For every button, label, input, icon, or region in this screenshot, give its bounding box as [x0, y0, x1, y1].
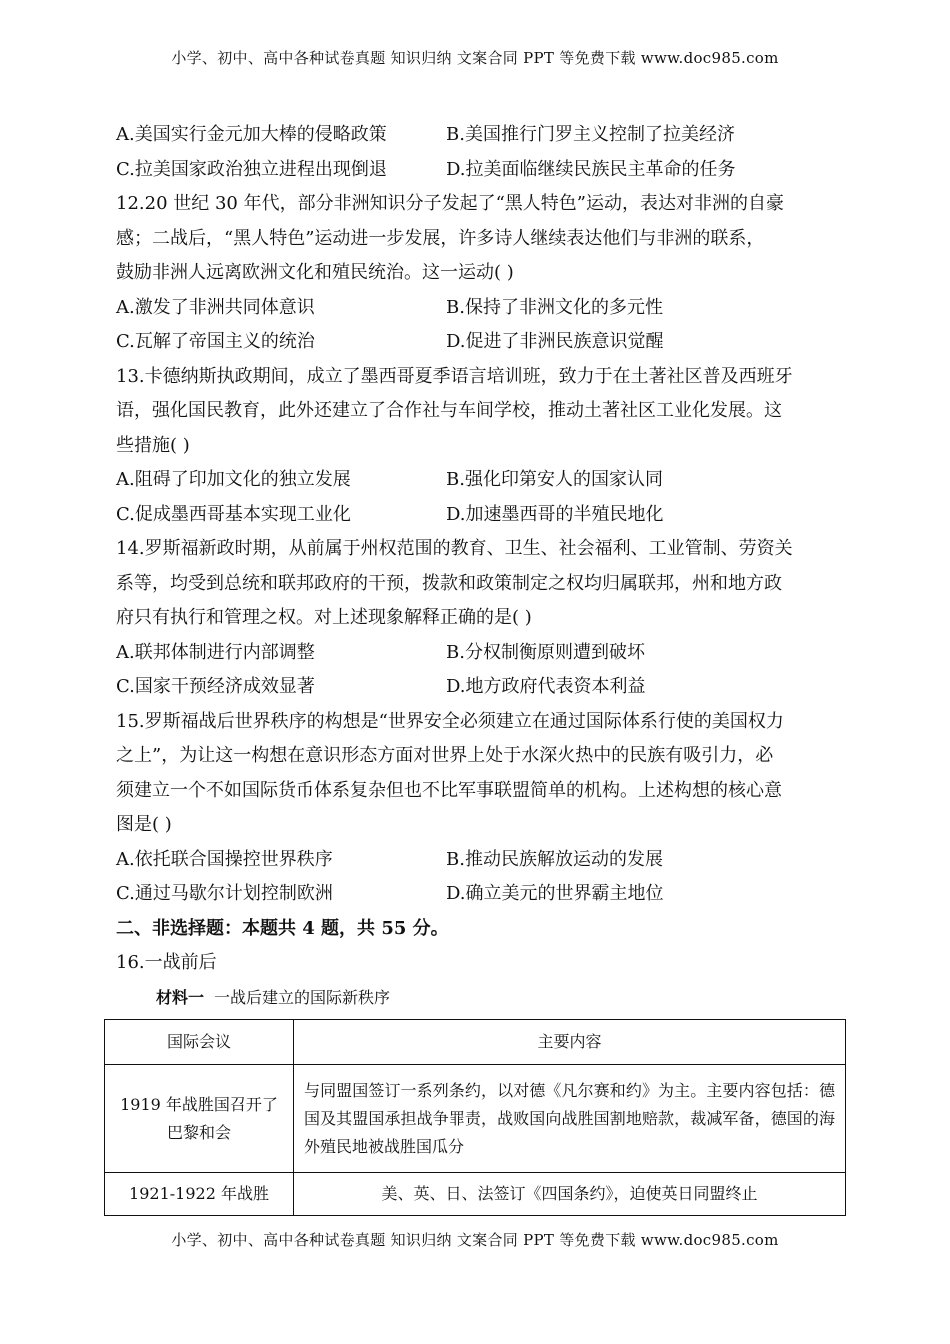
q15-stem-line4: 图是( )	[116, 814, 172, 835]
q14-stem-line3: 府只有执行和管理之权。对上述现象解释正确的是( )	[116, 607, 532, 628]
q13-stem-line3: 些措施( )	[116, 434, 190, 456]
question-content	[116, 118, 836, 1015]
q12-option-a[interactable]: A.激发了非洲共同体意识	[116, 296, 315, 318]
q11-options-row1	[116, 118, 836, 153]
table-header-col1: 国际会议	[105, 1020, 294, 1065]
table-cell-meeting: 1921-1922 年战胜	[105, 1173, 294, 1216]
q12-option-d[interactable]: D.促进了非洲民族意识觉醒	[446, 331, 664, 352]
material-label: 材料一	[156, 987, 205, 1007]
table-cell-content: 美、英、日、法签订《四国条约》，迫使英日同盟终止	[294, 1173, 846, 1216]
q14-options-row2	[116, 670, 836, 705]
q14-option-b[interactable]: B.分权制衡原则遭到破坏	[446, 641, 645, 663]
q15-stem-line2: 之上”，为让这一构想在意识形态方面对世界上处于水深火热中的民族有吸引力，必	[116, 745, 774, 766]
q11-option-a[interactable]: A.美国实行金元加大棒的侵略政策	[116, 124, 387, 145]
table-cell-meeting: 1919 年战胜国召开了巴黎和会	[105, 1065, 294, 1173]
table-cell-content: 与同盟国签订一系列条约，以对德《凡尔赛和约》为主。主要内容包括：德国及其盟国承担战争罪责，战败国向战胜国割地赔款，裁减军备，德国的海外殖民地被战胜国瓜分	[294, 1065, 846, 1173]
page-header: 小学、初中、高中各种试卷真题 知识归纳 文案合同 PPT 等免费下载 www.doc985.com	[171, 49, 779, 67]
q13-option-d[interactable]: D.加速墨西哥的半殖民地化	[446, 503, 664, 525]
q13-stem-line1: 13.卡德纳斯执政期间，成立了墨西哥夏季语言培训班，致力于在土著社区普及西班牙	[116, 365, 793, 387]
q14-options-row1	[116, 636, 836, 671]
material-caption	[116, 981, 836, 1015]
q12-stem-line1: 12.20 世纪 30 年代，部分非洲知识分子发起了“黑人特色”运动，表达对非洲的自豪	[116, 193, 785, 214]
page-footer: 小学、初中、高中各种试卷真题 知识归纳 文案合同 PPT 等免费下载 www.doc985.com	[171, 1231, 779, 1249]
q12-stem-line2: 感；二战后，“黑人特色”运动进一步发展，许多诗人继续表达他们与非洲的联系，	[116, 227, 765, 249]
q14-stem-line2: 系等，均受到总统和联邦政府的干预，拨款和政策制定之权均归属联邦，州和地方政	[116, 572, 782, 594]
q13-option-c[interactable]: C.促成墨西哥基本实现工业化	[116, 503, 351, 525]
table-header-col2: 主要内容	[294, 1020, 846, 1065]
q15-option-d[interactable]: D.确立美元的世界霸主地位	[446, 883, 664, 904]
q11-option-c[interactable]: C.拉美国家政治独立进程出现倒退	[116, 158, 387, 180]
q13-stem-line2: 语，强化国民教育，此外还建立了合作社与车间学校，推动土著社区工业化发展。这	[116, 400, 782, 421]
material-table	[104, 1019, 846, 1216]
table-header-row	[105, 1020, 846, 1065]
q12-options-row2	[116, 325, 836, 360]
q15-option-b[interactable]: B.推动民族解放运动的发展	[446, 848, 663, 870]
table-row	[105, 1173, 846, 1216]
q12-option-c[interactable]: C.瓦解了帝国主义的统治	[116, 331, 315, 352]
material-title: 一战后建立的国际新秩序	[214, 987, 391, 1007]
q11-options-row2	[116, 153, 836, 188]
q12-options-row1	[116, 291, 836, 326]
q14-stem-line1: 14.罗斯福新政时期，从前属于州权范围的教育、卫生、社会福利、工业管制、劳资关	[116, 538, 793, 559]
q15-stem-line1: 15.罗斯福战后世界秩序的构想是“世界安全必须建立在通过国际体系行使的美国权力	[116, 710, 784, 732]
q14-option-a[interactable]: A.联邦体制进行内部调整	[116, 641, 315, 663]
q15-stem-line3: 须建立一个不如国际货币体系复杂但也不比军事联盟简单的机构。上述构想的核心意	[116, 779, 782, 801]
q14-option-c[interactable]: C.国家干预经济成效显著	[116, 676, 315, 697]
q13-options-row2	[116, 498, 836, 533]
q13-options-row1	[116, 463, 836, 498]
section-title: 二、非选择题：本题共 4 题，共 55 分。	[116, 917, 449, 939]
q11-option-d[interactable]: D.拉美面临继续民族民主革命的任务	[446, 158, 736, 180]
q15-options-row2	[116, 877, 836, 912]
q12-option-b[interactable]: B.保持了非洲文化的多元性	[446, 296, 663, 318]
q14-option-d[interactable]: D.地方政府代表资本利益	[446, 676, 646, 697]
q12-stem-line3: 鼓励非洲人远离欧洲文化和殖民统治。这一运动( )	[116, 262, 514, 283]
q15-options-row1	[116, 843, 836, 878]
q15-option-c[interactable]: C.通过马歇尔计划控制欧洲	[116, 883, 333, 904]
q11-option-b[interactable]: B.美国推行门罗主义控制了拉美经济	[446, 124, 735, 145]
q15-option-a[interactable]: A.依托联合国操控世界秩序	[116, 848, 333, 870]
q13-option-b[interactable]: B.强化印第安人的国家认同	[446, 469, 663, 490]
q16-title: 16.一战前后	[116, 952, 217, 973]
table-row	[105, 1065, 846, 1173]
q13-option-a[interactable]: A.阻碍了印加文化的独立发展	[116, 469, 351, 490]
